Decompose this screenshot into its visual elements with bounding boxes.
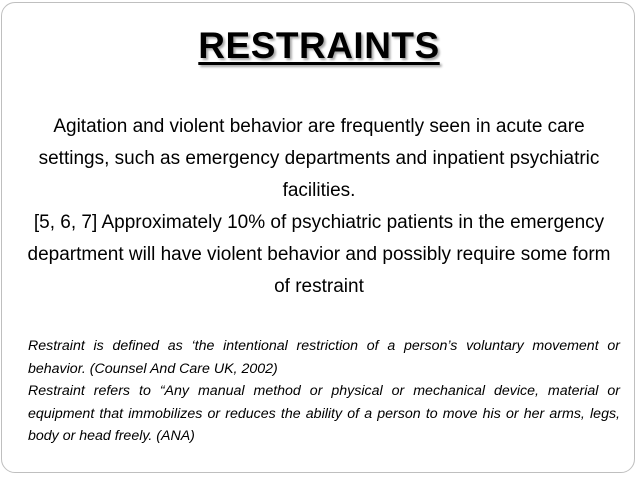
definitions-block — [28, 335, 620, 448]
definition-counsel-and-care: Restraint is defined as ‘the intentional restriction of a person’s voluntary movement or behavior. (Counsel And Care UK, 2002) — [28, 338, 620, 377]
slide-body — [24, 111, 614, 303]
definition-ana: Restraint refers to “Any manual method or physical or mechanical device, material or equipment that immobilizes or reduces the ability of a person to move his or her arms, legs, body or head freely. (ANA) — [28, 383, 620, 444]
body-paragraph-statistics: [5, 6, 7] Approximately 10% of psychiatric patients in the emergency department will have violent behavior and possibly require some form of restraint — [27, 212, 611, 297]
body-paragraph-agitation: Agitation and violent behavior are frequently seen in acute care settings, such as emergency departments and inpatient psychiatric facilities. — [38, 116, 600, 201]
slide-title: RESTRAINTS — [198, 25, 440, 66]
